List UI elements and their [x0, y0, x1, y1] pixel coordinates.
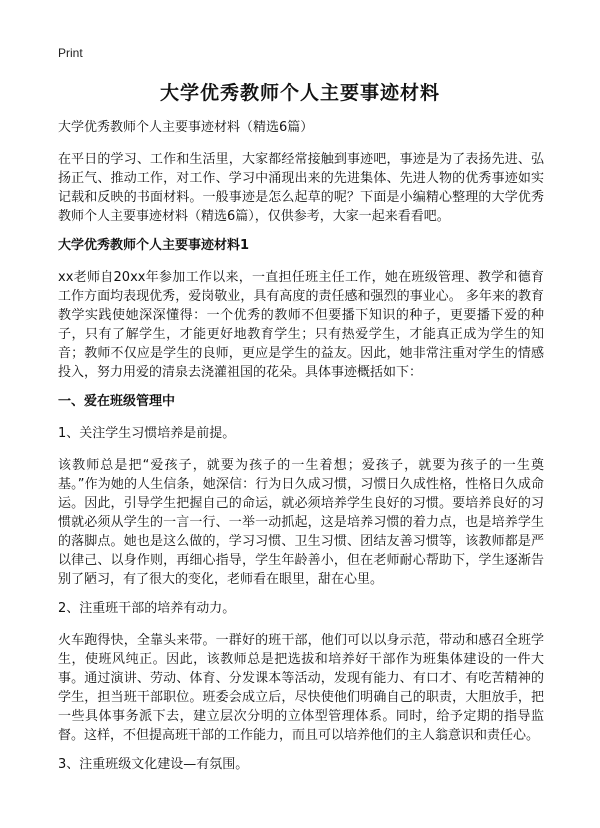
- intro-paragraph: 在平日的学习、工作和生活里，大家都经常接触到事迹吧，事迹是为了表扬先进、弘扬正气、推动工作，对工作、学习中涌现出来的先进集体、先进人物的优秀事迹如实记载和反映的书面材料。一般事迹是怎么起草的呢？下面是小编精心整理的大学优秀教师个人主要事迹材料（精选6篇），仅供参考，大家一起来看看吧。: [58, 152, 544, 224]
- section-heading: 大学优秀教师个人主要事迹材料1: [58, 238, 250, 253]
- page-title: 大学优秀教师个人主要事迹材料: [159, 82, 440, 104]
- item-heading: 2、注重班干部的培养有动力。: [58, 601, 236, 616]
- part-heading: 一、爱在班级管理中: [58, 394, 176, 409]
- print-label[interactable]: Print: [58, 46, 83, 60]
- item-heading: 1、关注学生习惯培养是前提。: [58, 426, 236, 441]
- section-paragraph: xx老师自20xx年参加工作以来，一直担任班主任工作，她在班级管理、教学和德育工作方面均表现优秀，爱岗敬业，具有高度的责任感和强烈的事业心。 多年来的教育教学实践使她深深懂得：一个优秀的教师不但要播下知识的种子，更要播下爱的种子，只有了解学生，才能更好地教育学生；只有热爱学生，才能真正成为学生的知音；教师不仅应是学生的良师，更应是学生的益友。因此，她非常注重对学生的情感投入，努力用爱的清泉去浇灌祖国的花朵。具体事迹概括如下：: [58, 270, 544, 380]
- item-paragraph: 火车跑得快，全靠头来带。一群好的班干部，他们可以以身示范，带动和感召全班学生，使班风纯正。因此，该教师总是把选拔和培养好干部作为班集体建设的一件大事。通过演讲、劳动、体育、分发课本等活动，发现有能力、有口才、有吃苦精神的学生，担当班干部职位。班委会成立后，尽快使他们明确自己的职责，大胆放手，把一些具体事务派下去，建立层次分明的立体型管理体系。同时，给予定期的指导监督。这样，不但提高班干部的工作能力，而且可以培养他们的主人翁意识和责任心。: [58, 633, 544, 743]
- doc-subtitle: 大学优秀教师个人主要事迹材料（精选6篇）: [58, 120, 314, 135]
- document-body: [58, 118, 544, 787]
- item-paragraph: 该教师总是把“爱孩子，就要为孩子的一生着想；爱孩子，就要为孩子的一生奠基。”作为她的人生信条，她深信：行为日久成习惯，习惯日久成性格，性格日久成命运。因此，引导学生把握自己的命运，就必须培养学生良好的习惯。要培养良好的习惯就必须从学生的一言一行、一举一动抓起，这是培养习惯的着力点，也是培养学生的落脚点。她也是这么做的，学习习惯、卫生习惯、团结友善习惯等，该教师都是严以律己、以身作则，再细心指导，学生年龄善小，但在老师耐心帮助下，学生逐渐告别了陋习，有了很大的变化，老师看在眼里，甜在心里。: [58, 458, 544, 587]
- item-heading: 3、注重班级文化建设—有氛围。: [58, 757, 249, 772]
